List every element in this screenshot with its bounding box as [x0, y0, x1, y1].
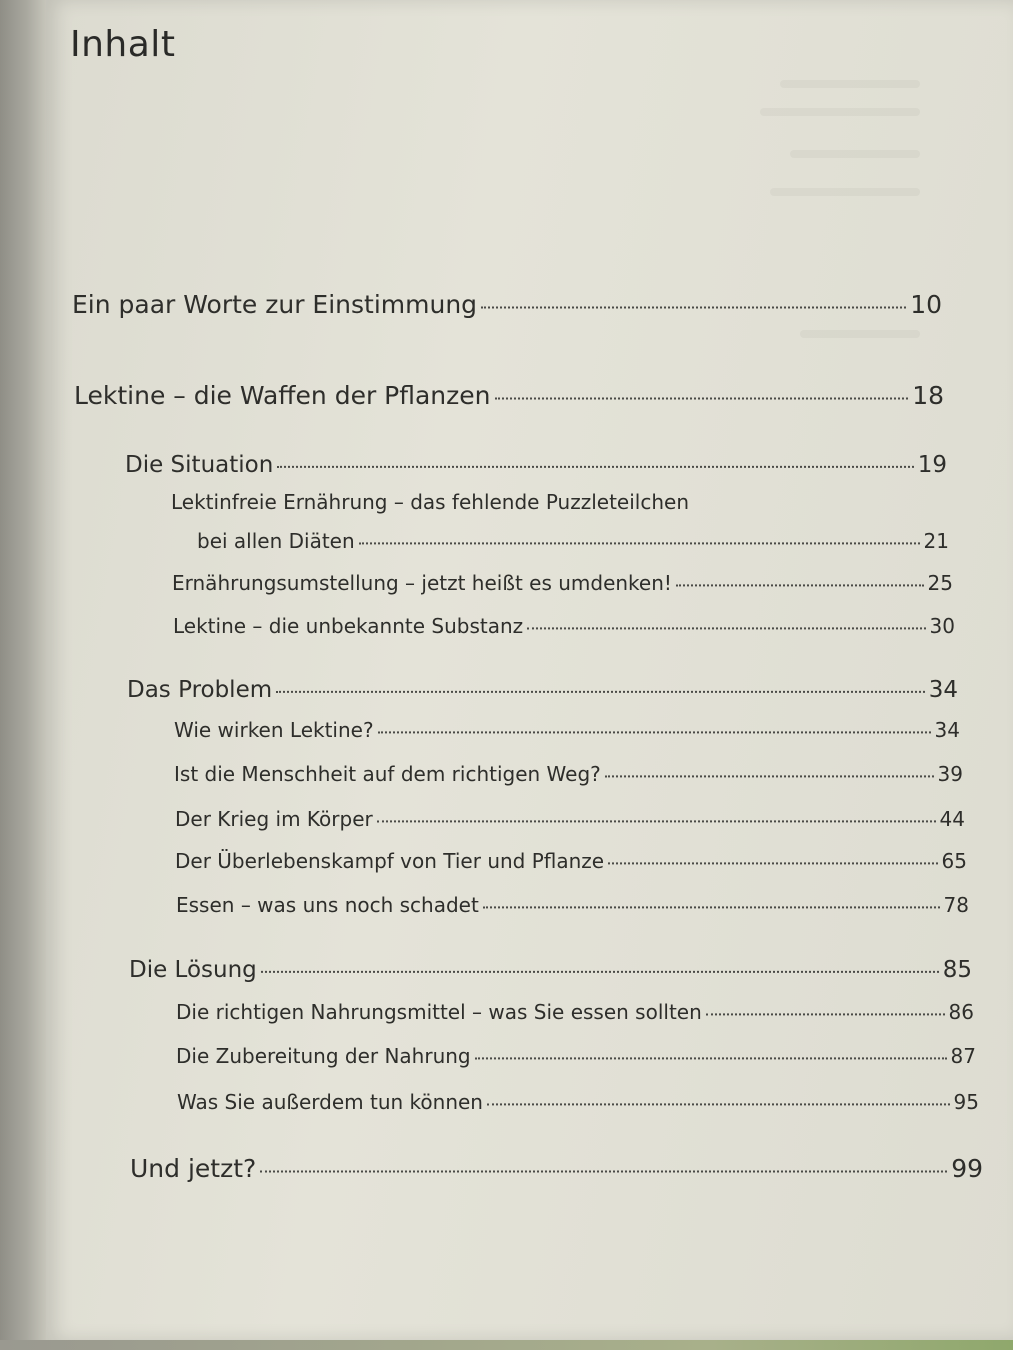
dot-leader [377, 800, 936, 822]
dot-leader [676, 564, 924, 586]
toc-label-line1: Lektinfreie Ernährung – das fehlende Puzzleteilchen [171, 490, 689, 514]
toc-page-number: 78 [943, 893, 969, 917]
dot-leader [277, 443, 913, 468]
dot-leader [605, 755, 934, 777]
toc-label: Der Krieg im Körper [175, 807, 373, 831]
toc-entry-menschheit [174, 759, 963, 786]
toc-entry-unbekannte-substanz [173, 611, 955, 638]
toc-entry-ausserdem-tun [177, 1087, 979, 1114]
toc-label: bei allen Diäten [197, 529, 355, 553]
toc-page-number: 34 [934, 718, 960, 742]
toc-entry-problem [127, 672, 958, 703]
toc-label: Wie wirken Lektine? [174, 718, 374, 742]
toc-label: Was Sie außerdem tun können [177, 1090, 483, 1114]
dot-leader [475, 1037, 947, 1059]
toc-label: Die Lösung [129, 957, 257, 983]
toc-entry-situation [125, 447, 947, 478]
dot-leader [481, 282, 906, 309]
toc-label: Ist die Menschheit auf dem richtigen Weg? [174, 762, 601, 786]
dot-leader [495, 373, 909, 400]
toc-entry-lektinfreie-ernaehrung [197, 526, 949, 553]
toc-label: Ernährungsumstellung – jetzt heißt es umdenken! [172, 571, 672, 595]
dot-leader [261, 948, 939, 973]
toc-entry-einstimmung [72, 286, 942, 319]
toc-page-number: 65 [941, 849, 967, 873]
dot-leader [608, 842, 937, 864]
toc-entry-und-jetzt [130, 1150, 983, 1183]
toc-label: Die Situation [125, 452, 274, 478]
toc-page-number: 18 [912, 381, 944, 410]
toc-entry-essen-schadet [176, 890, 969, 917]
toc-entry-krieg-im-koerper [175, 804, 965, 831]
dot-leader [378, 711, 931, 733]
toc-page-number: 44 [939, 807, 965, 831]
toc-page-number: 25 [927, 571, 953, 595]
toc-page-number: 87 [950, 1044, 976, 1068]
dot-leader [483, 886, 940, 908]
toc-label: Essen – was uns noch schadet [176, 893, 479, 917]
toc-entry-ernaehrungsumstellung [172, 568, 953, 595]
toc-entry-wie-wirken-lektine [174, 715, 960, 742]
toc-entry-lektine-waffen [74, 377, 944, 410]
dot-leader [260, 1146, 947, 1173]
toc-label: Ein paar Worte zur Einstimmung [72, 290, 478, 319]
toc-label: Und jetzt? [130, 1154, 257, 1183]
toc-entry-loesung [129, 952, 972, 983]
dot-leader [706, 993, 945, 1015]
toc-page-number: 10 [910, 290, 942, 319]
toc-page-number: 19 [917, 452, 947, 478]
dot-leader [527, 607, 925, 629]
toc-page-number: 21 [923, 529, 949, 553]
toc-page-number: 34 [928, 677, 958, 703]
dot-leader [359, 522, 920, 544]
dot-leader [276, 668, 925, 693]
toc-entry-ueberlebenskampf [175, 846, 967, 873]
toc-page-number: 86 [948, 1000, 974, 1024]
toc-page-number: 30 [929, 614, 955, 638]
toc-label: Die Zubereitung der Nahrung [176, 1044, 471, 1068]
toc-label: Lektine – die unbekannte Substanz [173, 614, 524, 638]
dot-leader [487, 1083, 950, 1105]
toc-entry-richtige-nahrungsmittel [176, 997, 974, 1024]
toc-entry-zubereitung [176, 1041, 976, 1068]
toc-label: Der Überlebenskampf von Tier und Pflanze [175, 849, 605, 873]
toc-label: Das Problem [127, 677, 273, 703]
toc-page-number: 99 [951, 1154, 983, 1183]
toc-page-number: 95 [953, 1090, 979, 1114]
toc-label: Die richtigen Nahrungsmittel – was Sie essen sollten [176, 1000, 702, 1024]
toc-page-number: 39 [937, 762, 963, 786]
toc-page-number: 85 [942, 957, 972, 983]
toc-label: Lektine – die Waffen der Pflanzen [74, 381, 491, 410]
page-title: Inhalt [70, 24, 176, 65]
